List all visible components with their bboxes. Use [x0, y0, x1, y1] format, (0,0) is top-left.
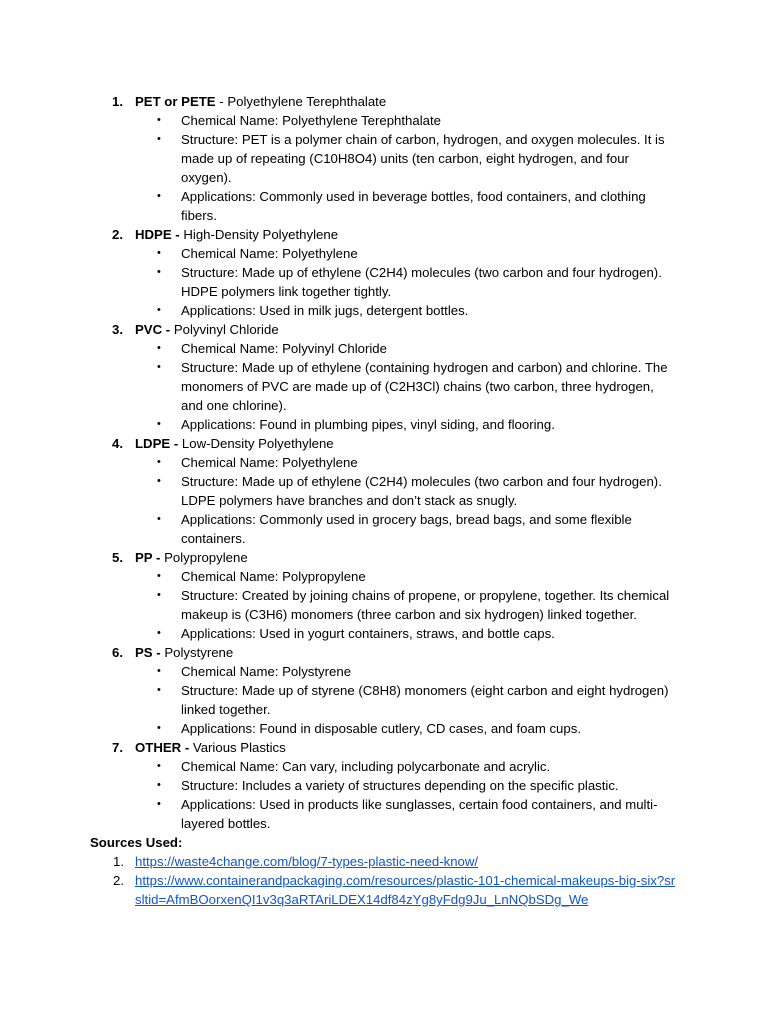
- bullet-icon: •: [157, 342, 161, 354]
- detail-chemical: [157, 339, 676, 358]
- bullet-icon: •: [157, 627, 161, 639]
- detail-chemical: [157, 453, 676, 472]
- plastic-entry: [0, 548, 768, 643]
- detail-applications: [157, 415, 676, 434]
- detail-applications: [157, 510, 676, 548]
- entry-number: 5.: [112, 550, 123, 565]
- bullet-icon: •: [157, 475, 161, 487]
- detail-applications: [157, 624, 676, 643]
- source-link[interactable]: https://waste4change.com/blog/7-types-plastic-need-know/: [135, 854, 479, 869]
- detail-text: Chemical Name: Polystyrene: [181, 664, 352, 679]
- source-number: 1.: [113, 854, 124, 869]
- detail-text: Chemical Name: Can vary, including polycarbonate and acrylic.: [181, 759, 551, 774]
- plastic-code: OTHER -: [135, 740, 190, 755]
- entry-number: 1.: [112, 94, 123, 109]
- detail-text: Applications: Used in milk jugs, detergent bottles.: [181, 303, 469, 318]
- bullet-icon: •: [157, 722, 161, 734]
- entry-heading: [135, 643, 768, 662]
- entry-number: 4.: [112, 436, 123, 451]
- entry-heading: [135, 548, 768, 567]
- detail-applications: [157, 719, 676, 738]
- bullet-icon: •: [157, 114, 161, 126]
- entry-heading: [135, 434, 768, 453]
- sources-heading: Sources Used:: [90, 835, 183, 850]
- detail-text: Structure: PET is a polymer chain of carbon, hydrogen, and oxygen molecules. It is made up of repeating (C10H8O4) units (ten carbon, eight hydrogen, and four oxygen).: [181, 132, 665, 185]
- detail-text: Chemical Name: Polyethylene: [181, 455, 358, 470]
- plastic-name: Low-Density Polyethylene: [178, 436, 334, 451]
- detail-text: Structure: Includes a variety of structures depending on the specific plastic.: [181, 778, 619, 793]
- bullet-icon: •: [157, 570, 161, 582]
- detail-text: Chemical Name: Polyvinyl Chloride: [181, 341, 387, 356]
- entry-heading: [135, 320, 768, 339]
- detail-text: Applications: Found in plumbing pipes, vinyl siding, and flooring.: [181, 417, 555, 432]
- detail-chemical: [157, 757, 676, 776]
- source-item: [0, 871, 768, 909]
- detail-text: Structure: Made up of ethylene (C2H4) molecules (two carbon and four hydrogen). HDPE polymers link together tightly.: [181, 265, 662, 299]
- plastic-code: PS -: [135, 645, 161, 660]
- entry-number: 2.: [112, 227, 123, 242]
- detail-text: Chemical Name: Polyethylene: [181, 246, 358, 261]
- detail-text: Applications: Used in products like sunglasses, certain food containers, and multi-layered bottles.: [181, 797, 658, 831]
- bullet-icon: •: [157, 760, 161, 772]
- plastic-entry: [0, 92, 768, 225]
- bullet-icon: •: [157, 513, 161, 525]
- detail-list: [0, 244, 768, 320]
- entry-heading: [135, 92, 768, 111]
- plastic-name: Polypropylene: [160, 550, 248, 565]
- plastic-name: Polystyrene: [160, 645, 234, 660]
- detail-text: Structure: Made up of ethylene (containing hydrogen and carbon) and chlorine. The monomers of PVC are made up of (C2H3Cl) chains (two carbon, three hydrogen, and one chlorine).: [181, 360, 668, 413]
- plastic-name: - Polyethylene Terephthalate: [215, 94, 387, 109]
- bullet-icon: •: [157, 684, 161, 696]
- entry-number: 3.: [112, 322, 123, 337]
- detail-text: Chemical Name: Polyethylene Terephthalate: [181, 113, 441, 128]
- detail-text: Applications: Found in disposable cutlery, CD cases, and foam cups.: [181, 721, 581, 736]
- bullet-icon: •: [157, 418, 161, 430]
- bullet-icon: •: [157, 247, 161, 259]
- detail-structure: [157, 681, 676, 719]
- entry-heading: [135, 225, 768, 244]
- bullet-icon: •: [157, 456, 161, 468]
- detail-text: Chemical Name: Polypropylene: [181, 569, 366, 584]
- plastic-list: [0, 92, 768, 833]
- detail-chemical: [157, 567, 676, 586]
- detail-structure: [157, 472, 676, 510]
- detail-list: [0, 453, 768, 548]
- detail-chemical: [157, 111, 676, 130]
- source-link[interactable]: https://www.containerandpackaging.com/resources/plastic-101-chemical-makeups-big-six?srsltid=AfmBOorxenQI1v3q3aRTAriLDEX14df84zYg8yFdg9Ju_LnNQbSDg_We: [135, 873, 676, 907]
- detail-structure: [157, 263, 676, 301]
- detail-structure: [157, 130, 676, 187]
- entry-number: 7.: [112, 740, 123, 755]
- document-page: [0, 92, 768, 909]
- plastic-entry: [0, 738, 768, 833]
- detail-chemical: [157, 662, 676, 681]
- plastic-entry: [0, 225, 768, 320]
- entry-heading: [135, 738, 768, 757]
- detail-list: [0, 757, 768, 833]
- bullet-icon: •: [157, 589, 161, 601]
- detail-text: Structure: Made up of styrene (C8H8) monomers (eight carbon and eight hydrogen) linked together.: [181, 683, 669, 717]
- plastic-name: High-Density Polyethylene: [179, 227, 339, 242]
- bullet-icon: •: [157, 133, 161, 145]
- plastic-code: LDPE -: [135, 436, 179, 451]
- detail-applications: [157, 187, 676, 225]
- bullet-icon: •: [157, 190, 161, 202]
- detail-list: [0, 567, 768, 643]
- detail-list: [0, 662, 768, 738]
- detail-structure: [157, 776, 676, 795]
- detail-structure: [157, 586, 676, 624]
- detail-text: Structure: Created by joining chains of propene, or propylene, together. Its chemical makeup is (C3H6) monomers (three carbon and six hydrogen) linked together.: [181, 588, 670, 622]
- source-number: 2.: [113, 873, 124, 888]
- bullet-icon: •: [157, 361, 161, 373]
- bullet-icon: •: [157, 304, 161, 316]
- plastic-entry: [0, 643, 768, 738]
- plastic-entry: [0, 320, 768, 434]
- bullet-icon: •: [157, 266, 161, 278]
- detail-text: Applications: Commonly used in beverage bottles, food containers, and clothing fibers.: [181, 189, 646, 223]
- detail-list: [0, 111, 768, 225]
- plastic-name: Polyvinyl Chloride: [170, 322, 279, 337]
- plastic-entry: [0, 434, 768, 548]
- entry-number: 6.: [112, 645, 123, 660]
- bullet-icon: •: [157, 665, 161, 677]
- plastic-code: PET or PETE: [135, 94, 216, 109]
- detail-list: [0, 339, 768, 434]
- detail-text: Applications: Commonly used in grocery bags, bread bags, and some flexible containers.: [181, 512, 632, 546]
- plastic-name: Various Plastics: [189, 740, 286, 755]
- plastic-code: HDPE -: [135, 227, 180, 242]
- detail-structure: [157, 358, 676, 415]
- detail-text: Structure: Made up of ethylene (C2H4) molecules (two carbon and four hydrogen). LDPE polymers have branches and don’t stack as snugly.: [181, 474, 662, 508]
- detail-applications: [157, 795, 676, 833]
- detail-chemical: [157, 244, 676, 263]
- detail-applications: [157, 301, 676, 320]
- detail-text: Applications: Used in yogurt containers, straws, and bottle caps.: [181, 626, 555, 641]
- bullet-icon: •: [157, 779, 161, 791]
- plastic-code: PVC -: [135, 322, 171, 337]
- bullet-icon: •: [157, 798, 161, 810]
- plastic-code: PP -: [135, 550, 161, 565]
- source-item: [0, 852, 768, 871]
